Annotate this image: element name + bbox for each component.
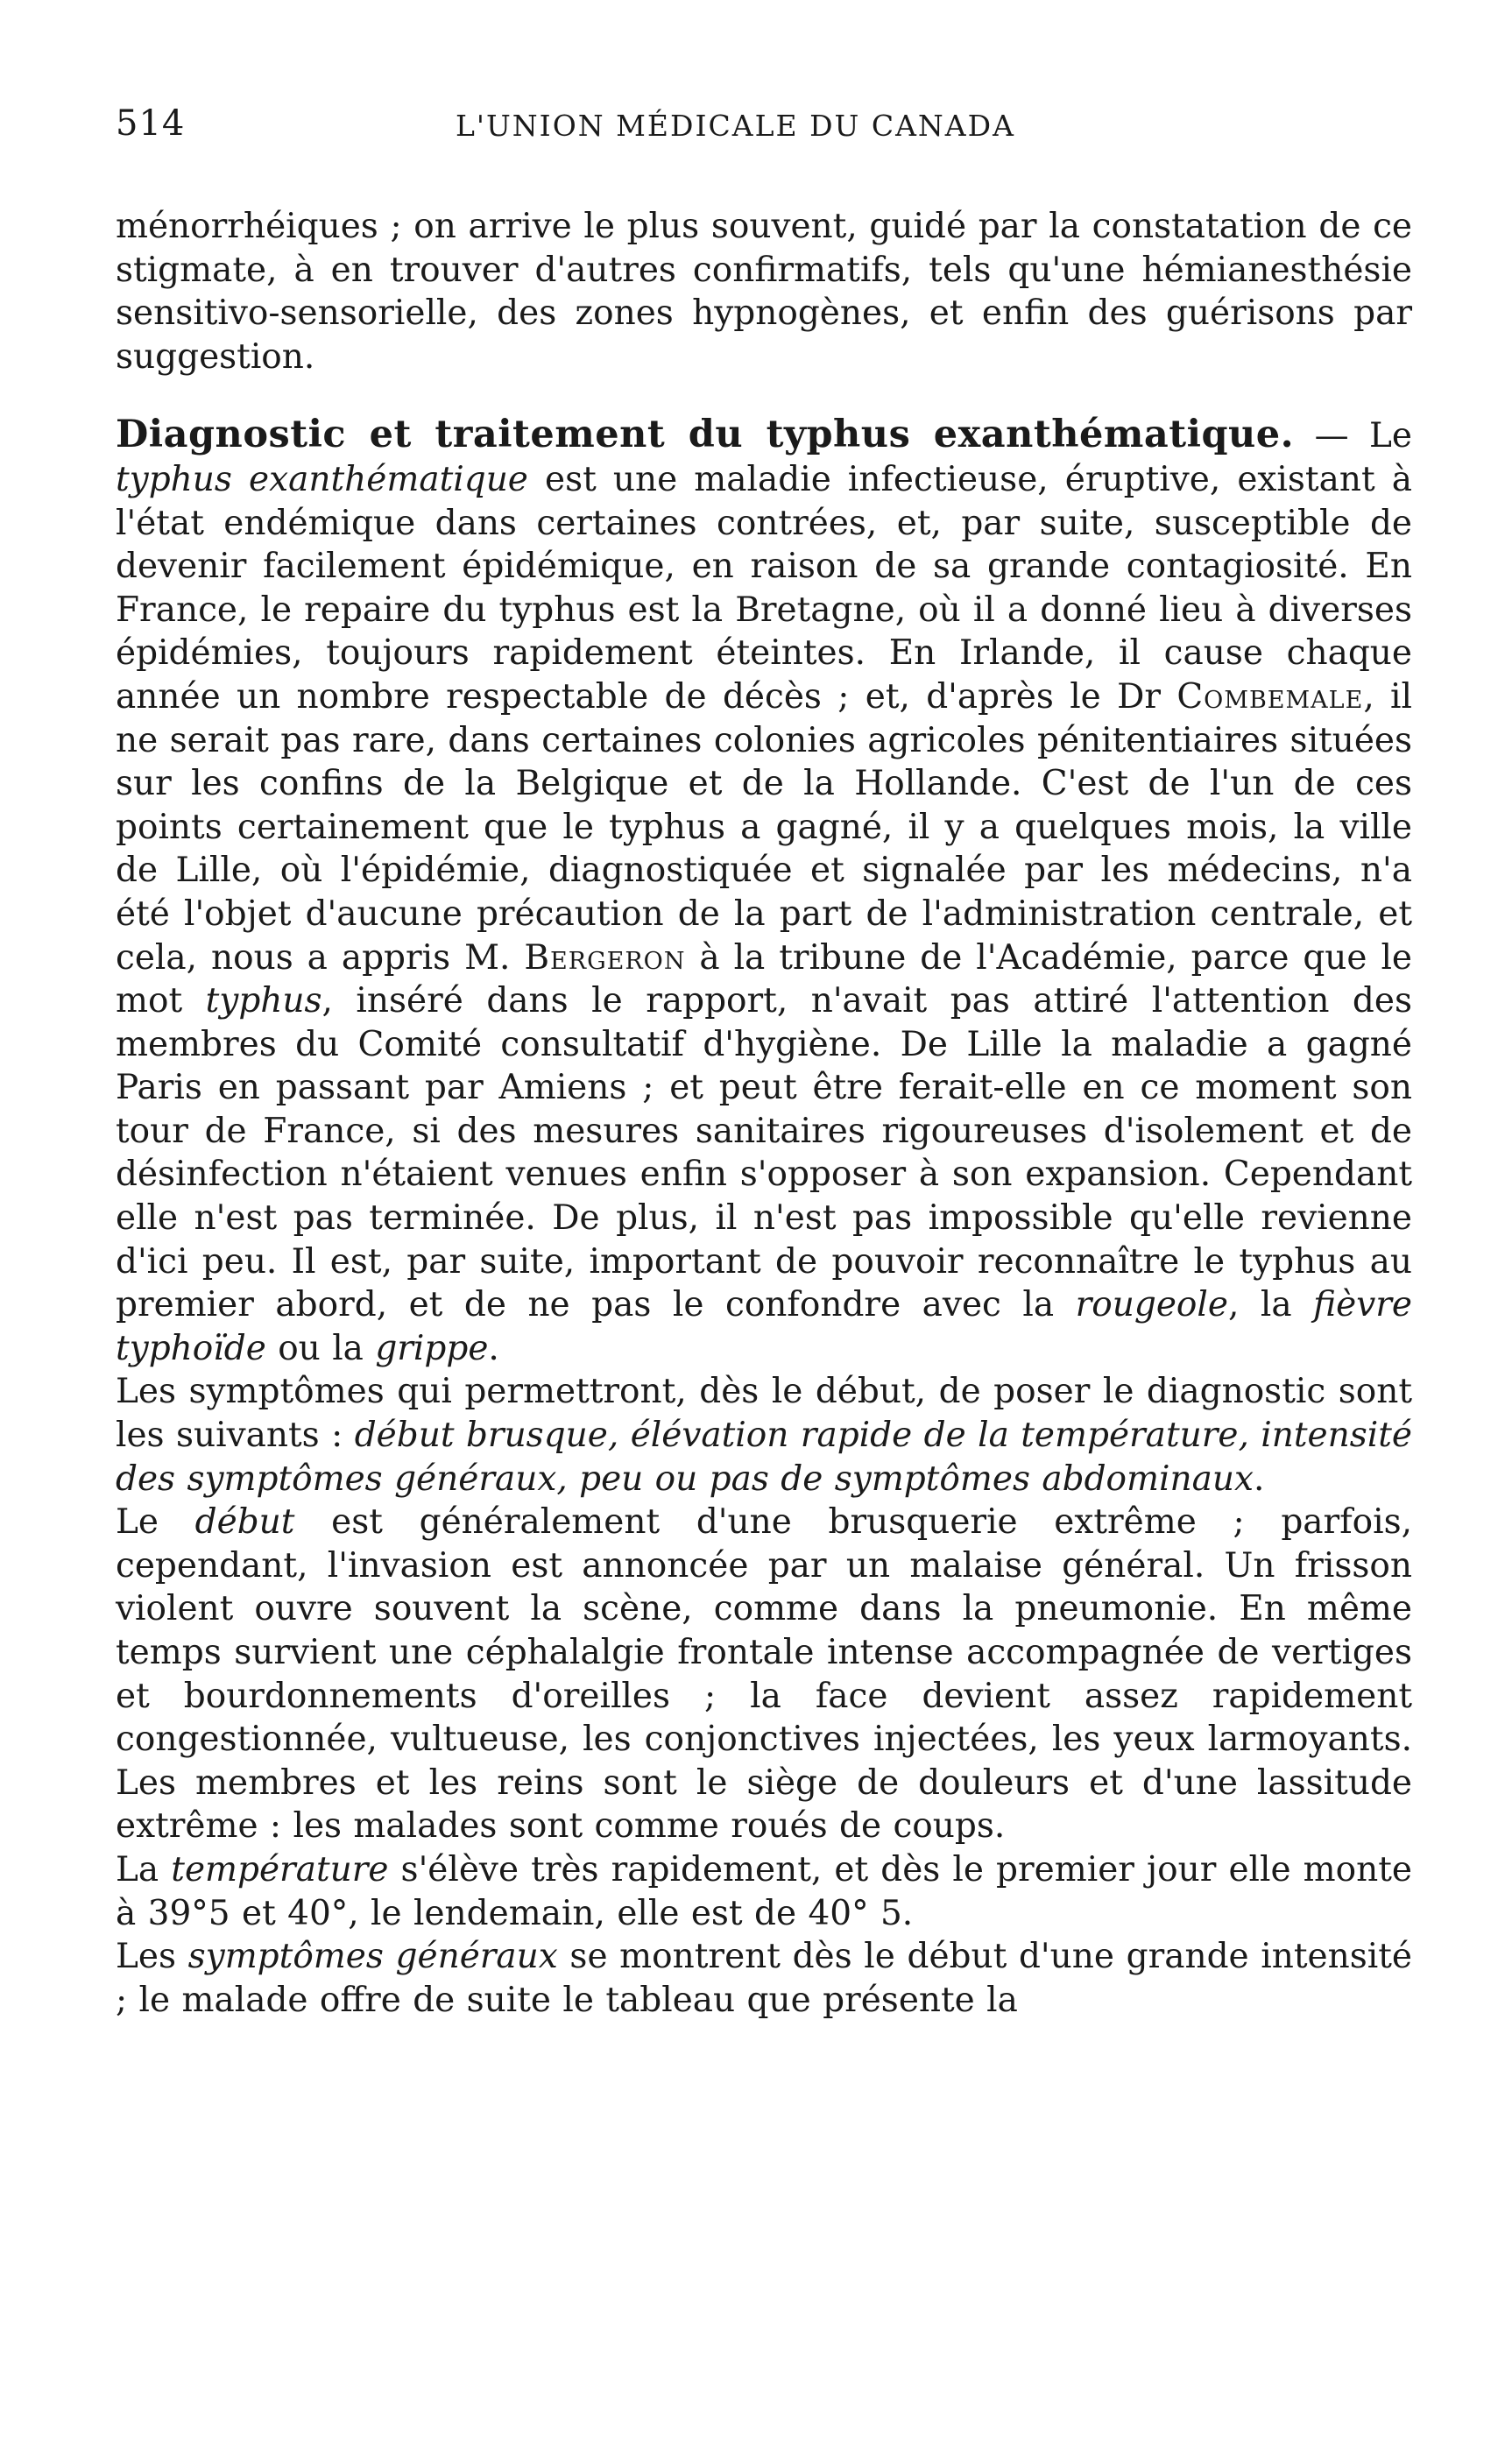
paragraph-text: à la tribune de l'Académie, parce que le mot [116, 937, 1412, 1021]
paragraph-text: Les [116, 1937, 188, 1977]
paragraph-text: est généralement d'une brusquerie extrême ; parfois, cependant, l'invasion est annoncée par un malaise général. Un frisson violent ouvre souvent la scène, comme dans la pneumonie. En même temps survient une céphalalgie frontale intense accompagnée de vertiges et bourdonnements d'oreilles ; la face devient assez rapidement congestionnée, vultueuse, les conjonctives injectées, les yeux larmoyants. Les membres et les reins sont le siège de douleurs et d'une lassitude extrême : les malades sont comme roués de coups. [116, 1502, 1412, 1847]
author-name-combemale: Combemale [1176, 676, 1364, 717]
section-title: Diagnostic et traitement du typhus exanthématique. [116, 413, 1295, 457]
journal-title: L'UNION MÉDICALE DU CANADA [456, 109, 1015, 143]
paragraph-text: est une maladie infectieuse, éruptive, existant à l'état endémique dans certaines contrées, et, par suite, susceptible de devenir facilement épidémique, en raison de sa grande contagiosité. En France, le repaire du typhus est la Bretagne, où il a donné lieu à diverses épidémies, toujours rapidement éteintes. En Irlande, il cause chaque année un nombre respectable de décès ; et, d'après le Dr [116, 459, 1412, 717]
term-typhus-exanthematique: typhus exanthématique [116, 459, 528, 499]
section-dash: — Le [1294, 416, 1412, 456]
sentence-end: . [488, 1328, 499, 1368]
page-number: 514 [116, 103, 186, 144]
paragraph-text: La [116, 1849, 172, 1889]
word-fievre-typhoide: fièvre typhoïde [116, 1285, 1412, 1368]
paragraph-text: Les symptômes qui permettront, dès le début, de poser le diagnostic sont les suivants : [116, 1372, 1412, 1456]
paragraph-debut [116, 1501, 1412, 1848]
paragraph-text: Le [116, 1502, 195, 1543]
word-symptomes-generaux: symptômes généraux [187, 1937, 558, 1977]
running-head [116, 103, 1412, 156]
separator: , la [1227, 1285, 1314, 1325]
section-paragraph-1 [116, 413, 1412, 1370]
sentence-end: . [1253, 1459, 1265, 1499]
page [116, 103, 1412, 2022]
paragraph-text: se montrent dès le début d'une grande intensité ; le malade offre de suite le tableau que présente la [116, 1937, 1412, 2020]
section-spacer [116, 378, 1412, 413]
article-body [116, 205, 1412, 2022]
word-typhus: typhus [205, 981, 322, 1021]
intro-text: ménorrhéiques ; on arrive le plus souvent, guidé par la constatation de ce stigmate, à en trouver d'autres confirmatifs, tels qu'une hémianesthésie sensitivo-sensorielle, des zones hypnogènes, et enfin des guérisons par suggestion. [116, 207, 1412, 377]
paragraph-symptomes-generaux [116, 1935, 1412, 2022]
word-temperature: température [171, 1849, 389, 1889]
symptoms-list: début brusque, élévation rapide de la température, intensité des symptômes généraux, peu ou pas de symptômes abdominaux [116, 1416, 1412, 1499]
intro-paragraph [116, 205, 1412, 378]
word-grippe: grippe [375, 1328, 489, 1368]
paragraph-symptoms [116, 1370, 1412, 1501]
paragraph-text: , il ne serait pas rare, dans certaines colonies agricoles pénitentiaires situées sur les confins de la Belgique et de la Hollande. C'est de l'un de ces points certainement que le typhus a gagné, il y a quelques mois, la ville de Lille, où l'épidémie, diagnostiquée et signalée par les médecins, n'a été l'objet d'aucune précaution de la part de l'administration centrale, et cela, nous a appris M. [116, 676, 1412, 978]
paragraph-text: , inséré dans le rapport, n'avait pas attiré l'attention des membres du Comité consultatif d'hygiène. De Lille la maladie a gagné Paris en passant par Amiens ; et peut être ferait-elle en ce moment son tour de France, si des mesures sanitaires rigoureuses d'isolement et de désinfection n'étaient venues enfin s'opposer à son expansion. Cependant elle n'est pas terminée. De plus, il n'est pas impossible qu'elle revienne d'ici peu. Il est, par suite, important de pouvoir reconnaître le typhus au premier abord, et de ne pas le confondre avec la [116, 981, 1412, 1325]
separator: ou la [265, 1328, 376, 1368]
word-rougeole: rougeole [1075, 1285, 1228, 1325]
paragraph-text: s'élève très rapidement, et dès le premier jour elle monte à 39°5 et 40°, le lendemain, elle est de 40° 5. [116, 1849, 1413, 1933]
author-name-bergeron: Bergeron [524, 937, 686, 978]
word-debut: début [194, 1502, 295, 1543]
paragraph-temperature [116, 1848, 1412, 1935]
